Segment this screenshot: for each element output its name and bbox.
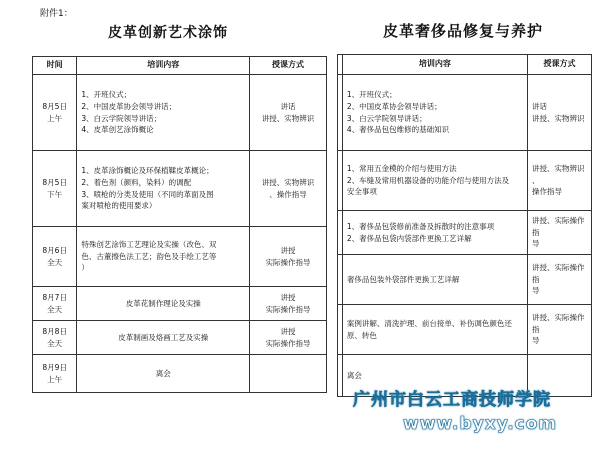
header-time: 时间 <box>33 57 77 75</box>
method-line: 讲授 <box>280 292 296 302</box>
table-row <box>338 211 592 255</box>
content-line: 1、开班仪式； <box>81 90 132 100</box>
content-line: 1、常用五金模的介绍与使用方法 <box>346 164 457 174</box>
content-line: 2、着色剂（颜料，染料）的调配 <box>81 177 192 187</box>
watermark-school-name: 广州市白云工商技师学院 <box>353 390 551 410</box>
time-date: 8月6日 <box>42 245 67 255</box>
left-schedule-table <box>32 56 327 393</box>
time-date: 8月5日 <box>42 101 67 111</box>
left-table-title: 皮革创新艺术涂饰 <box>108 25 228 41</box>
content-line: 案对喷枪的使用要求） <box>81 201 157 211</box>
method-line: 实际操作指导 <box>265 304 311 314</box>
method-line: 讲授、实物辨识 <box>531 113 585 123</box>
content-line: 2、中国皮革协会领导讲话； <box>346 101 442 111</box>
content-line: 安全事项 <box>346 187 377 197</box>
table-row <box>33 287 327 321</box>
time-date: 8月9日 <box>42 362 67 372</box>
time-period: 全天 <box>47 304 63 314</box>
method-line: 操作指导 <box>531 187 562 197</box>
time-period: 上午 <box>47 113 63 123</box>
table-row <box>33 75 327 151</box>
content-line: 3、白云学院领导讲话； <box>346 113 427 123</box>
method-line: 实际操作指导 <box>265 257 311 267</box>
content-line: 皮革制画及烙画工艺及实操 <box>118 332 209 342</box>
table-row <box>33 321 327 355</box>
content-line: 2、车缝及常用机器设备的功能介绍与使用方法及 <box>346 175 510 185</box>
header-content: 培训内容 <box>77 57 250 75</box>
header-content: 培训内容 <box>342 55 527 75</box>
content-line: 离会 <box>346 370 362 380</box>
content-line: 1、奢侈品包袋修前准备及拆散时的注意事项 <box>346 221 495 231</box>
content-line: 1、皮革涂饰概论及环保植鞣皮革概论； <box>81 166 214 176</box>
method-line: 讲授、实物辨识 <box>261 177 315 187</box>
method-line: 讲授、实际操作指 <box>531 313 585 334</box>
content-line: 特殊创艺涂饰工艺理论及实操（改色、双 <box>81 240 217 250</box>
content-line: 皮革花制作理论及实操 <box>125 298 201 308</box>
content-line: 3、白云学院领导讲话； <box>81 113 162 123</box>
method-line: 、 <box>531 175 540 185</box>
table-row <box>33 355 327 393</box>
content-line: 离会 <box>155 368 171 378</box>
time-period: 上午 <box>47 374 63 384</box>
content-line: 奢侈品包装外袋部件更换工艺详解 <box>346 274 460 284</box>
method-line: 、操作指导 <box>269 189 307 199</box>
method-line: 导 <box>531 286 540 296</box>
table-row <box>338 75 592 151</box>
right-table-title: 皮革奢侈品修复与养护 <box>383 22 544 40</box>
content-line: 4、皮革创艺涂饰概论 <box>81 125 154 135</box>
method-line: 讲授、实际操作指 <box>531 216 585 237</box>
content-line: ） <box>81 263 89 273</box>
content-line: 2、奢侈品包袋内袋部件更换工艺详解 <box>346 233 472 243</box>
method-line: 讲授、实际操作指 <box>531 263 585 284</box>
content-line: 色、古董擦色法工艺；韵色及手绘工艺等 <box>81 251 217 261</box>
watermark-url: www.byxy.com <box>403 414 558 434</box>
content-line: 案例讲解、清洗护理、前台接单、补伤调色颜色还 <box>346 318 512 328</box>
header-method: 授课方式 <box>527 55 591 75</box>
time-period: 全天 <box>47 338 63 348</box>
content-line: 4、奢侈品包包维修的基础知识 <box>346 125 450 135</box>
method-line: 讲话 <box>280 101 296 111</box>
time-date: 8月8日 <box>42 326 67 336</box>
content-line: 原、转色 <box>346 330 377 340</box>
method-line: 讲授、实物辨识 <box>261 113 315 123</box>
method-line: 导 <box>531 239 540 249</box>
content-line: 3、喷枪的分类及使用（不同的革面及图 <box>81 189 214 199</box>
time-date: 8月5日 <box>42 177 67 187</box>
time-period: 下午 <box>47 189 63 199</box>
table-row <box>33 227 327 287</box>
table-row <box>338 151 592 211</box>
table-row <box>338 305 592 355</box>
table-row <box>338 255 592 305</box>
method-line: 讲授 <box>280 245 296 255</box>
method-line: 讲授、实物辨识 <box>531 164 585 174</box>
attachment-label: 附件1： <box>40 9 73 19</box>
header-method: 授课方式 <box>250 57 327 75</box>
time-date: 8月7日 <box>42 292 67 302</box>
method-line: 实际操作指导 <box>265 338 311 348</box>
method-line: 讲话 <box>531 101 547 111</box>
table-row <box>33 151 327 227</box>
right-schedule-table <box>337 54 592 397</box>
method-line: 讲授 <box>280 326 296 336</box>
time-period: 全天 <box>47 257 63 267</box>
content-line: 1、开班仪式； <box>346 90 397 100</box>
method-line: 导 <box>531 336 540 346</box>
content-line: 2、中国皮革协会领导讲话； <box>81 101 177 111</box>
